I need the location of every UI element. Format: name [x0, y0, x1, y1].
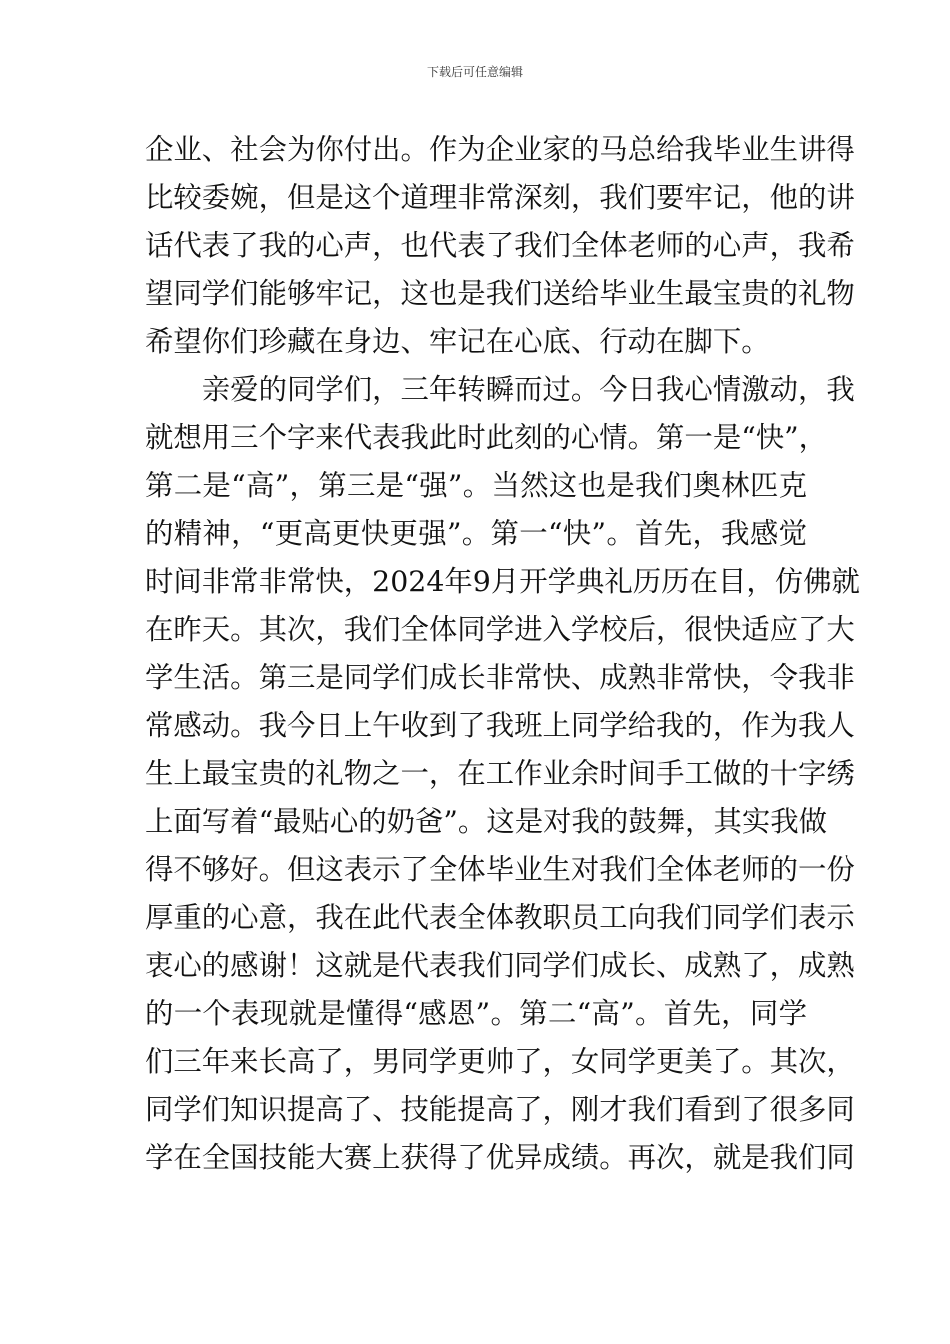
text-line: 比较委婉，但是这个道理非常深刻，我们要牢记，他的讲	[145, 181, 855, 214]
text-line: 们三年来长高了，男同学更帅了，女同学更美了。其次，	[145, 1045, 855, 1078]
text-line: 上面写着“最贴心的奶爸”。这是对我的鼓舞，其实我做	[145, 805, 828, 838]
text-line: 望同学们能够牢记，这也是我们送给毕业生最宝贵的礼物	[145, 277, 855, 310]
text-line: 衷心的感谢！这就是代表我们同学们成长、成熟了，成熟	[145, 949, 855, 982]
text-line: 话代表了我的心声，也代表了我们全体老师的心声，我希	[145, 229, 855, 262]
text-line: 同学们知识提高了、技能提高了，刚才我们看到了很多同	[145, 1093, 855, 1126]
text-line: 希望你们珍藏在身边、牢记在心底、行动在脚下。	[145, 325, 770, 358]
text-line: 学在全国技能大赛上获得了优异成绩。再次，就是我们同	[145, 1141, 855, 1174]
text-line: 得不够好。但这表示了全体毕业生对我们全体老师的一份	[145, 853, 855, 886]
text-line: 生上最宝贵的礼物之一，在工作业余时间手工做的十字绣	[145, 757, 855, 790]
text-line: 的一个表现就是懂得“感恩”。第二“高”。首先，同学	[145, 997, 807, 1030]
text-line: 企业、社会为你付出。作为企业家的马总给我毕业生讲得	[145, 133, 855, 166]
text-line: 就想用三个字来代表我此时此刻的心情。第一是“快”，	[145, 421, 828, 454]
page-header: 下载后可任意编辑	[426, 65, 523, 79]
text-line: 第二是“高”，第三是“强”。当然这也是我们奥林匹克	[145, 469, 807, 502]
text-line: 在昨天。其次，我们全体同学进入学校后，很快适应了大	[145, 613, 855, 646]
text-line: 时间非常非常快，2024年9月开学典礼历历在目，仿佛就	[145, 565, 860, 598]
body-text	[145, 126, 860, 1182]
text-line: 厚重的心意，我在此代表全体教职员工向我们同学们表示	[145, 901, 855, 934]
text-line: 常感动。我今日上午收到了我班上同学给我的，作为我人	[145, 709, 855, 742]
text-line: 亲爱的同学们，三年转瞬而过。今日我心情激动，我	[145, 373, 855, 406]
text-line: 学生活。第三是同学们成长非常快、成熟非常快，令我非	[145, 661, 855, 694]
text-line: 的精神，“更高更快更强”。第一“快”。首先，我感觉	[145, 517, 807, 550]
